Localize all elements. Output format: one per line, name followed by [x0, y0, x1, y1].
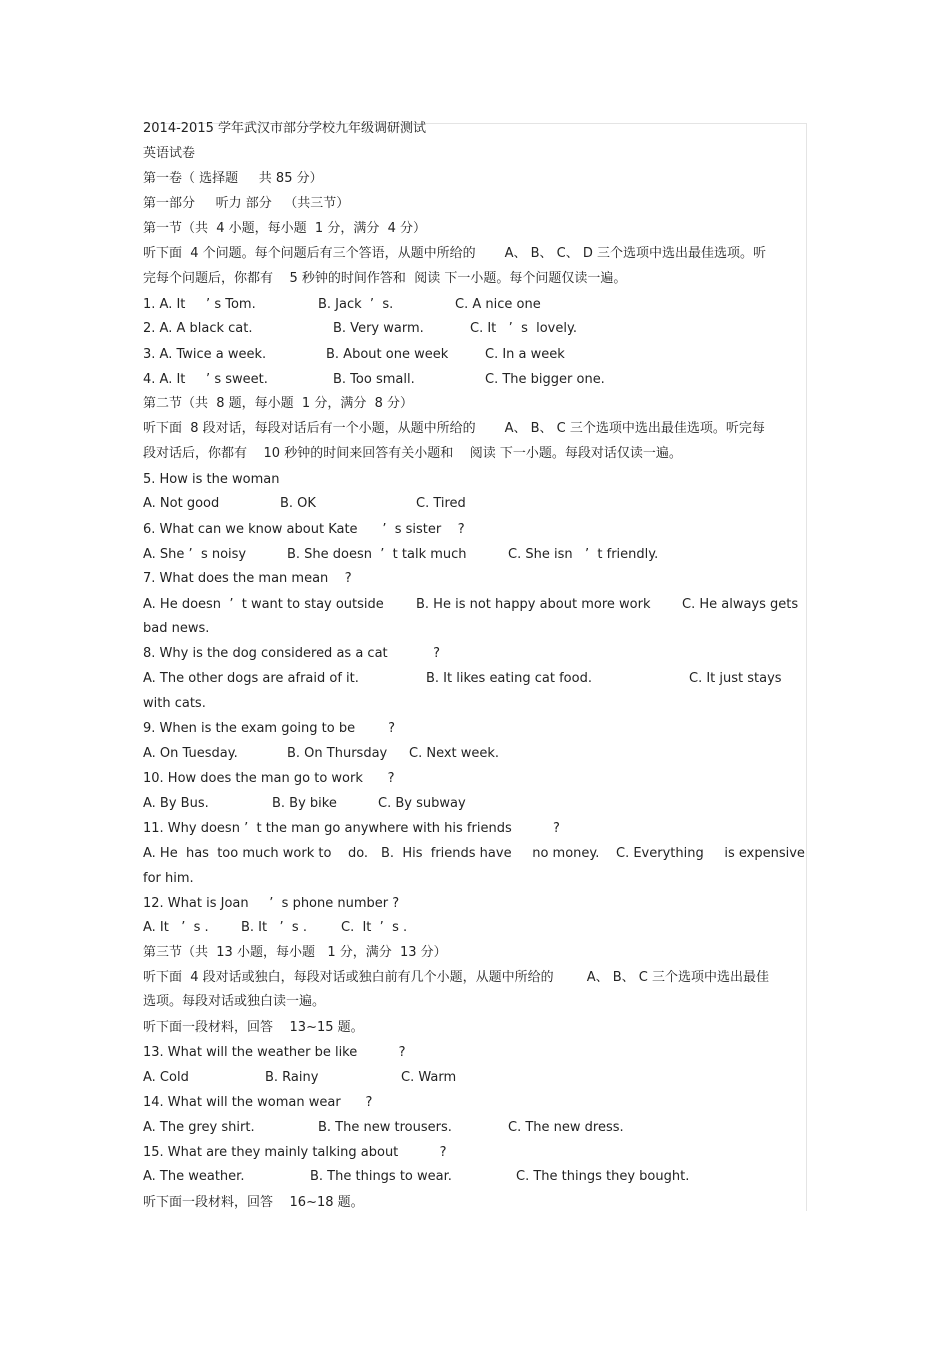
q3-option-b: B. About one week — [326, 347, 449, 362]
q15-option-c: C. The things they bought. — [516, 1169, 690, 1184]
q14-option-a: A. The grey shirt. — [143, 1120, 255, 1135]
q10-option-a: A. By Bus. — [143, 796, 209, 811]
q8-option-a: A. The other dogs are afraid of it. — [143, 671, 359, 686]
q9-option-c: C. Next week. — [409, 746, 500, 761]
section3-instruction: 听下面 4 段对话或独白，每段对话或独白前有几个小题，从题中所给的 A、 B、 C 三个选项中选出最佳 — [143, 970, 770, 985]
q7-option-b: B. He is not happy about more work — [416, 597, 651, 612]
exam-subtitle: 英语试卷 — [143, 146, 196, 161]
q4-option-c: C. The bigger one. — [485, 372, 605, 387]
q12-option-c: C. It ’ s . — [341, 920, 408, 935]
q7-option-a: A. He doesn ’ t want to stay outside — [143, 597, 384, 612]
q13-option-c: C. Warm — [401, 1070, 457, 1085]
q6-option-b: B. She doesn ’ t talk much — [287, 547, 467, 562]
q13-option-a: A. Cold — [143, 1070, 189, 1085]
q13-option-b: B. Rainy — [265, 1070, 319, 1085]
q10-stem: 10. How does the man go to work ? — [143, 771, 395, 786]
q11-option-a: A. He has too much work to do. — [143, 846, 369, 861]
material-13-15-heading: 听下面一段材料，回答 13~15 题。 — [143, 1020, 364, 1035]
q10-option-c: C. By subway — [378, 796, 466, 811]
q5-option-c: C. Tired — [416, 496, 466, 511]
q6-option-c: C. She isn ’ t friendly. — [508, 547, 659, 562]
q9-stem: 9. When is the exam going to be ? — [143, 721, 396, 736]
q5-stem: 5. How is the woman — [143, 472, 280, 487]
q4-option-a: 4. A. It ’ s sweet. — [143, 372, 268, 387]
q3-option-a: 3. A. Twice a week. — [143, 347, 267, 362]
section1-heading: 第一节（共 4 小题，每小题 1 分，满分 4 分） — [143, 221, 427, 236]
section1-instruction-cont: 完每个问题后，你都有 5 秒钟的时间作答和 阅读 下一小题。每个问题仅读一遍。 — [143, 271, 627, 286]
q6-stem: 6. What can we know about Kate ’ s sister ? — [143, 522, 465, 537]
q5-option-a: A. Not good — [143, 496, 220, 511]
section3-heading: 第三节（共 13 小题，每小题 1 分，满分 13 分） — [143, 945, 447, 960]
volume-heading: 第一卷（ 选择题 共 85 分） — [143, 171, 323, 186]
q14-stem: 14. What will the woman wear ? — [143, 1095, 373, 1110]
q12-option-a: A. It ’ s . — [143, 920, 209, 935]
section2-heading: 第二节（共 8 题，每小题 1 分，满分 8 分） — [143, 396, 414, 411]
q8-option-c: C. It just stays — [689, 671, 782, 686]
q14-option-c: C. The new dress. — [508, 1120, 624, 1135]
q15-option-a: A. The weather. — [143, 1169, 245, 1184]
q9-option-a: A. On Tuesday. — [143, 746, 238, 761]
q8-option-c-cont: with cats. — [143, 696, 206, 711]
q9-option-b: B. On Thursday — [287, 746, 388, 761]
section1-instruction: 听下面 4 个问题。每个问题后有三个答语，从题中所给的 A、 B、 C、 D 三个选项中选出最佳选项。听 — [143, 246, 767, 261]
q2-option-b: B. Very warm. — [333, 321, 424, 336]
section3-instruction-cont: 选项。每段对话或独白读一遍。 — [143, 994, 326, 1009]
q6-option-a: A. She ’ s noisy — [143, 547, 247, 562]
exam-title: 2014-2015 学年武汉市部分学校九年级调研测试 — [143, 121, 426, 136]
q11-option-c-cont: for him. — [143, 871, 194, 886]
q1-option-b: B. Jack ’ s. — [318, 297, 394, 312]
q8-stem: 8. Why is the dog considered as a cat ? — [143, 646, 440, 661]
section2-instruction-cont: 段对话后，你都有 10 秒钟的时间来回答有关小题和 阅读 下一小题。每段对话仅读一遍。 — [143, 446, 682, 461]
q13-stem: 13. What will the weather be like ? — [143, 1045, 406, 1060]
q2-option-c: C. It ’ s lovely. — [470, 321, 577, 336]
q2-option-a: 2. A. A black cat. — [143, 321, 253, 336]
page-frame-right-border — [806, 123, 807, 1211]
q11-option-b: B. His friends have no money. — [381, 846, 600, 861]
q14-option-b: B. The new trousers. — [318, 1120, 452, 1135]
q7-option-c: C. He always gets — [682, 597, 799, 612]
q8-option-b: B. It likes eating cat food. — [426, 671, 592, 686]
q1-option-a: 1. A. It ’ s Tom. — [143, 297, 256, 312]
q15-stem: 15. What are they mainly talking about ? — [143, 1145, 447, 1160]
q10-option-b: B. By bike — [272, 796, 337, 811]
q4-option-b: B. Too small. — [333, 372, 415, 387]
q3-option-c: C. In a week — [485, 347, 565, 362]
q7-option-c-cont: bad news. — [143, 621, 210, 636]
section2-instruction: 听下面 8 段对话，每段对话后有一个小题，从题中所给的 A、 B、 C 三个选项中选出最佳选项。听完每 — [143, 421, 765, 436]
q5-option-b: B. OK — [280, 496, 316, 511]
q15-option-b: B. The things to wear. — [310, 1169, 452, 1184]
part-heading: 第一部分 听力 部分 （共三节） — [143, 196, 350, 211]
q7-stem: 7. What does the man mean ? — [143, 571, 352, 586]
q1-option-c: C. A nice one — [455, 297, 541, 312]
q12-option-b: B. It ’ s . — [241, 920, 307, 935]
q11-stem: 11. Why doesn ’ t the man go anywhere with his friends ? — [143, 821, 560, 836]
q12-stem: 12. What is Joan ’ s phone number ? — [143, 896, 400, 911]
material-16-18-heading: 听下面一段材料，回答 16~18 题。 — [143, 1195, 364, 1210]
q11-option-c: C. Everything is expensive — [616, 846, 805, 861]
